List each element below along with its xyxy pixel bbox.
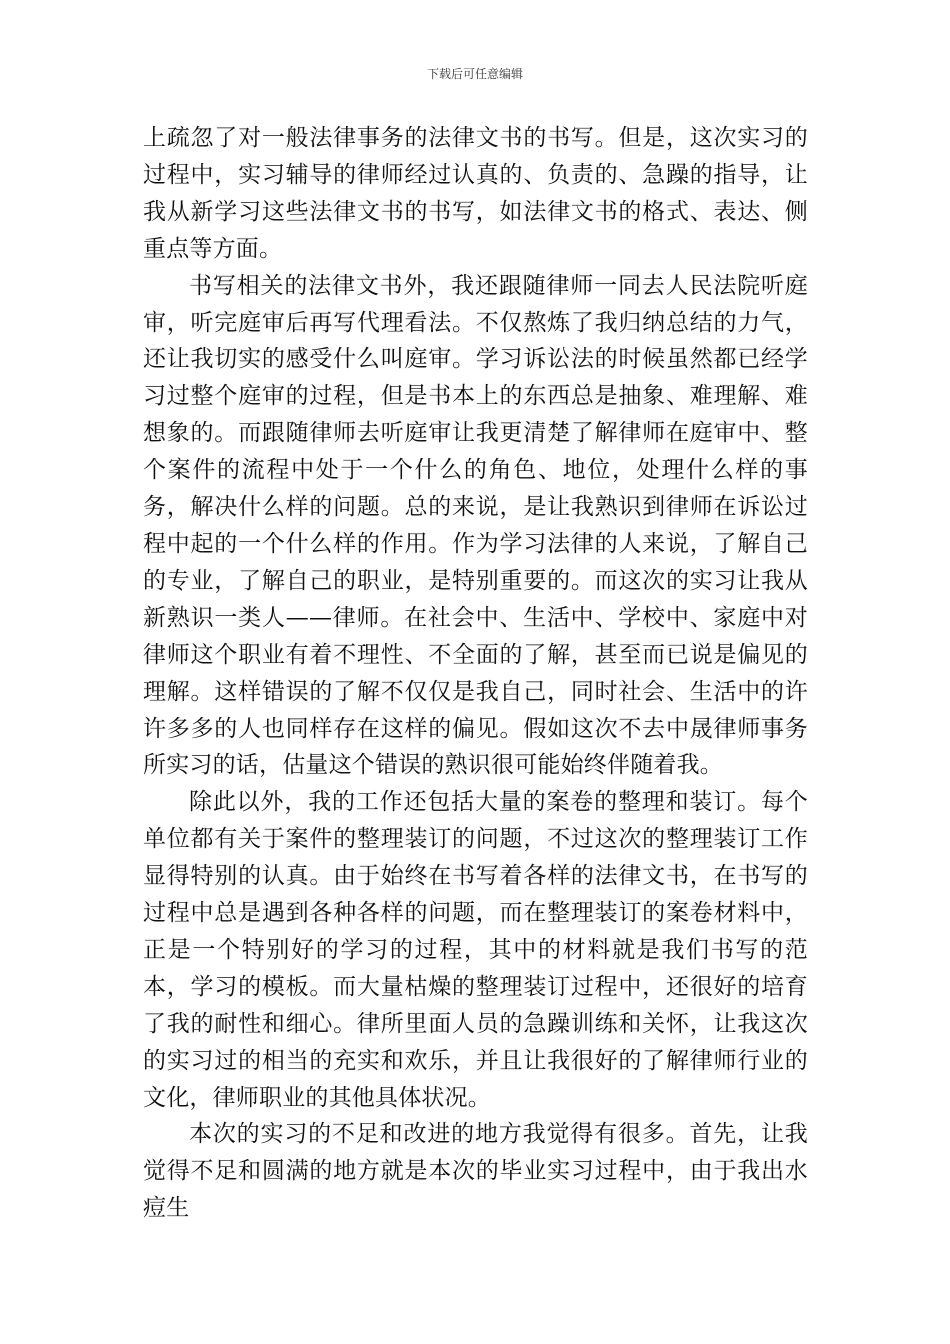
paragraph-case-filing: 除此以外，我的工作还包括大量的案卷的整理和装订。每个单位都有关于案件的整理装订的问题，不过这次的整理装订工作显得特别的认真。由于始终在书写着各样的法律文书，在书写的过程中总是遇到各种各样的问题，而在整理装订的案卷材料中，正是一个特别好的学习的过程，其中的材料就是我们书写的范本，学习的模板。而大量枯燥的整理装订过程中，还很好的培育了我的耐性和细心。律所里面人员的急躁训练和关怀，让我这次的实习过的相当的充实和欢乐，并且让我很好的了解律师行业的文化，律师职业的其他具体状况。 [143, 789, 808, 1111]
paragraph-shortcomings: 本次的实习的不足和改进的地方我觉得有很多。首先，让我觉得不足和圆满的地方就是本次的毕业实习过程中，由于我出水痘生 [143, 1121, 808, 1222]
paragraph-court-hearing: 书写相关的法律文书外，我还跟随律师一同去人民法院听庭审，听完庭审后再写代理看法。不仅熬炼了我归纳总结的力气，还让我切实的感受什么叫庭审。学习诉讼法的时候虽然都已经学习过整个庭审的过程，但是书本上的东西总是抽象、难理解、难想象的。而跟随律师去听庭审让我更清楚了解律师在庭审中、整个案件的流程中处于一个什么的角色、地位，处理什么样的事务，解决什么样的问题。总的来说，是让我熟识到律师在诉讼过程中起的一个什么样的作用。作为学习法律的人来说，了解自己的专业，了解自己的职业，是特别重要的。而这次的实习让我从新熟识一类人——律师。在社会中、生活中、学校中、家庭中对律师这个职业有着不理性、不全面的了解，甚至而已说是偏见的理解。这样错误的了解不仅仅是我自己，同时社会、生活中的许许多多的人也同样存在这样的偏见。假如这次不去中晟律师事务所实习的话，估量这个错误的熟识很可能始终伴随着我。 [143, 272, 808, 779]
document-body [143, 120, 808, 1227]
paragraph-continued: 上疏忽了对一般法律事务的法律文书的书写。但是，这次实习的过程中，实习辅导的律师经过认真的、负责的、急躁的指导，让我从新学习这些法律文书的书写，如法律文书的格式、表达、侧重点等方面。 [143, 125, 808, 262]
page-header-note: 下载后可任意编辑 [426, 67, 523, 81]
